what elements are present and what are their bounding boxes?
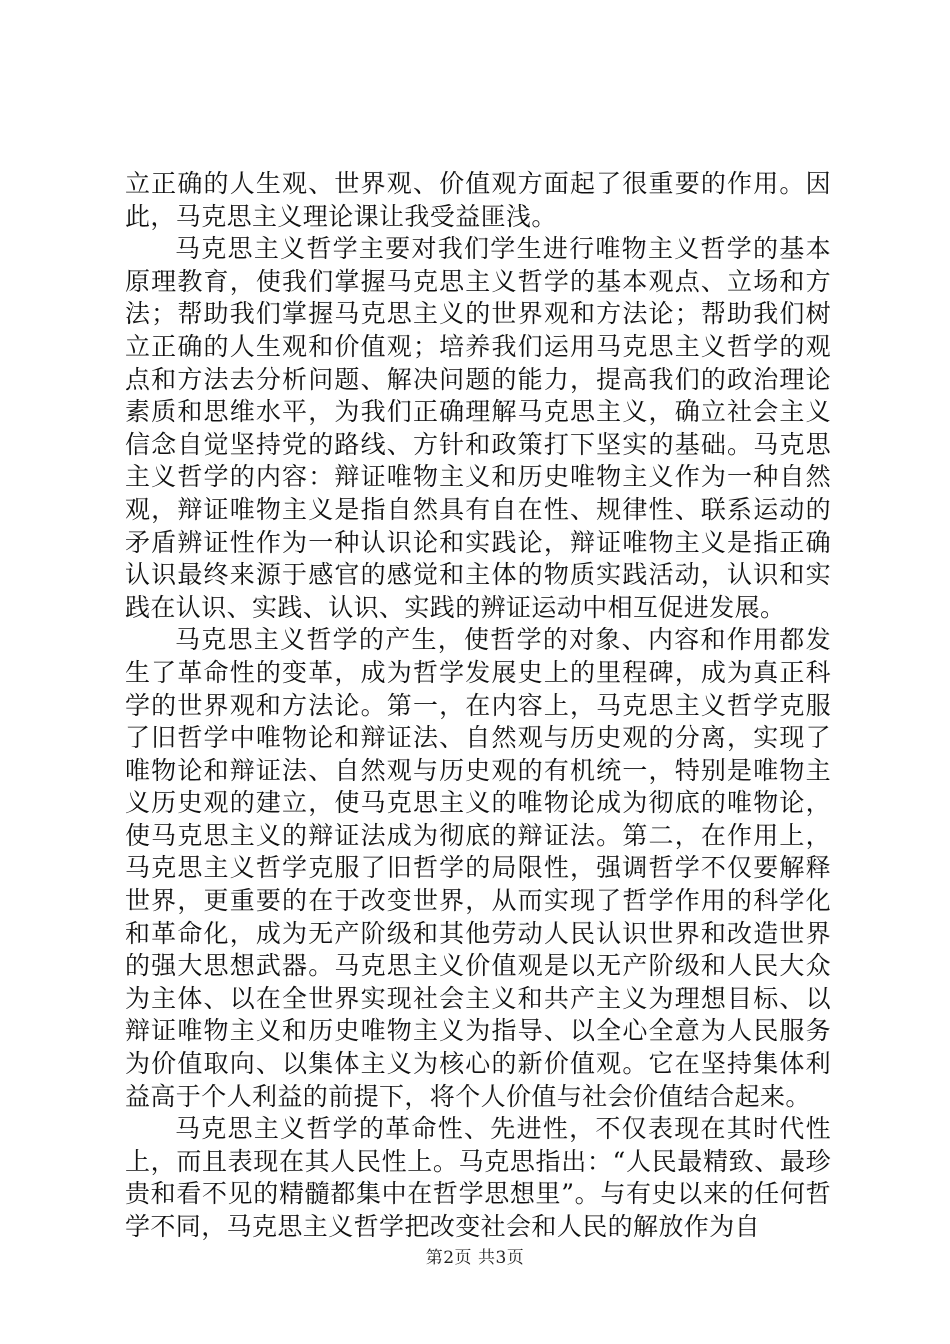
paragraph: 马克思主义哲学的产生，使哲学的对象、内容和作用都发生了革命性的变革，成为哲学发展史上的里程碑，成为真正科学的世界观和方法论。第一，在内容上，马克思主义哲学克服了旧哲学中唯物论和辩证法、自然观与历史观的分离，实现了唯物论和辩证法、自然观与历史观的有机统一，特别是唯物主义历史观的建立，使马克思主义的唯物论成为彻底的唯物论，使马克思主义的辩证法成为彻底的辩证法。第二，在作用上，马克思主义哲学克服了旧哲学的局限性，强调哲学不仅要解释世界，更重要的在于改变世界，从而实现了哲学作用的科学化和革命化，成为无产阶级和其他劳动人民认识世界和改造世界的强大思想武器。马克思主义价值观是以无产阶级和人民大众为主体、以在全世界实现社会主义和共产主义为理想目标、以辩证唯物主义和历史唯物主义为指导、以全心全意为人民服务为价值取向、以集体主义为核心的新价值观。它在坚持集体利益高于个人利益的前提下，将个人价值与社会价值结合起来。	[125, 625, 831, 1111]
page-number-footer: 第2页 共3页	[425, 1248, 525, 1268]
paragraph: 马克思主义哲学主要对我们学生进行唯物主义哲学的基本原理教育，使我们掌握马克思主义哲学的基本观点、立场和方法；帮助我们掌握马克思主义的世界观和方法论；帮助我们树立正确的人生观和价值观；培养我们运用马克思主义哲学的观点和方法去分析问题、解决问题的能力，提高我们的政治理论素质和思维水平，为我们正确理解马克思主义，确立社会主义信念自觉坚持党的路线、方针和政策打下坚实的基础。马克思主义哲学的内容：辩证唯物主义和历史唯物主义作为一种自然观，辩证唯物主义是指自然具有自在性、规律性、联系运动的矛盾辨证性作为一种认识论和实践论，辩证唯物主义是指正确认识最终来源于感官的感觉和主体的物质实践活动，认识和实践在认识、实践、认识、实践的辨证运动中相互促进发展。	[125, 234, 831, 622]
paragraph: 马克思主义哲学的革命性、先进性，不仅表现在其时代性上，而且表现在其人民性上。马克思指出：“人民最精致、最珍贵和看不见的精髓都集中在哲学思想里”。与有史以来的任何哲学不同，马克思主义哲学把改变社会和人民的解放作为自	[125, 1114, 831, 1241]
paragraph-continued: 立正确的人生观、世界观、价值观方面起了很重要的作用。因此，马克思主义理论课让我受益匪浅。	[125, 169, 831, 231]
document-body	[125, 168, 831, 1244]
